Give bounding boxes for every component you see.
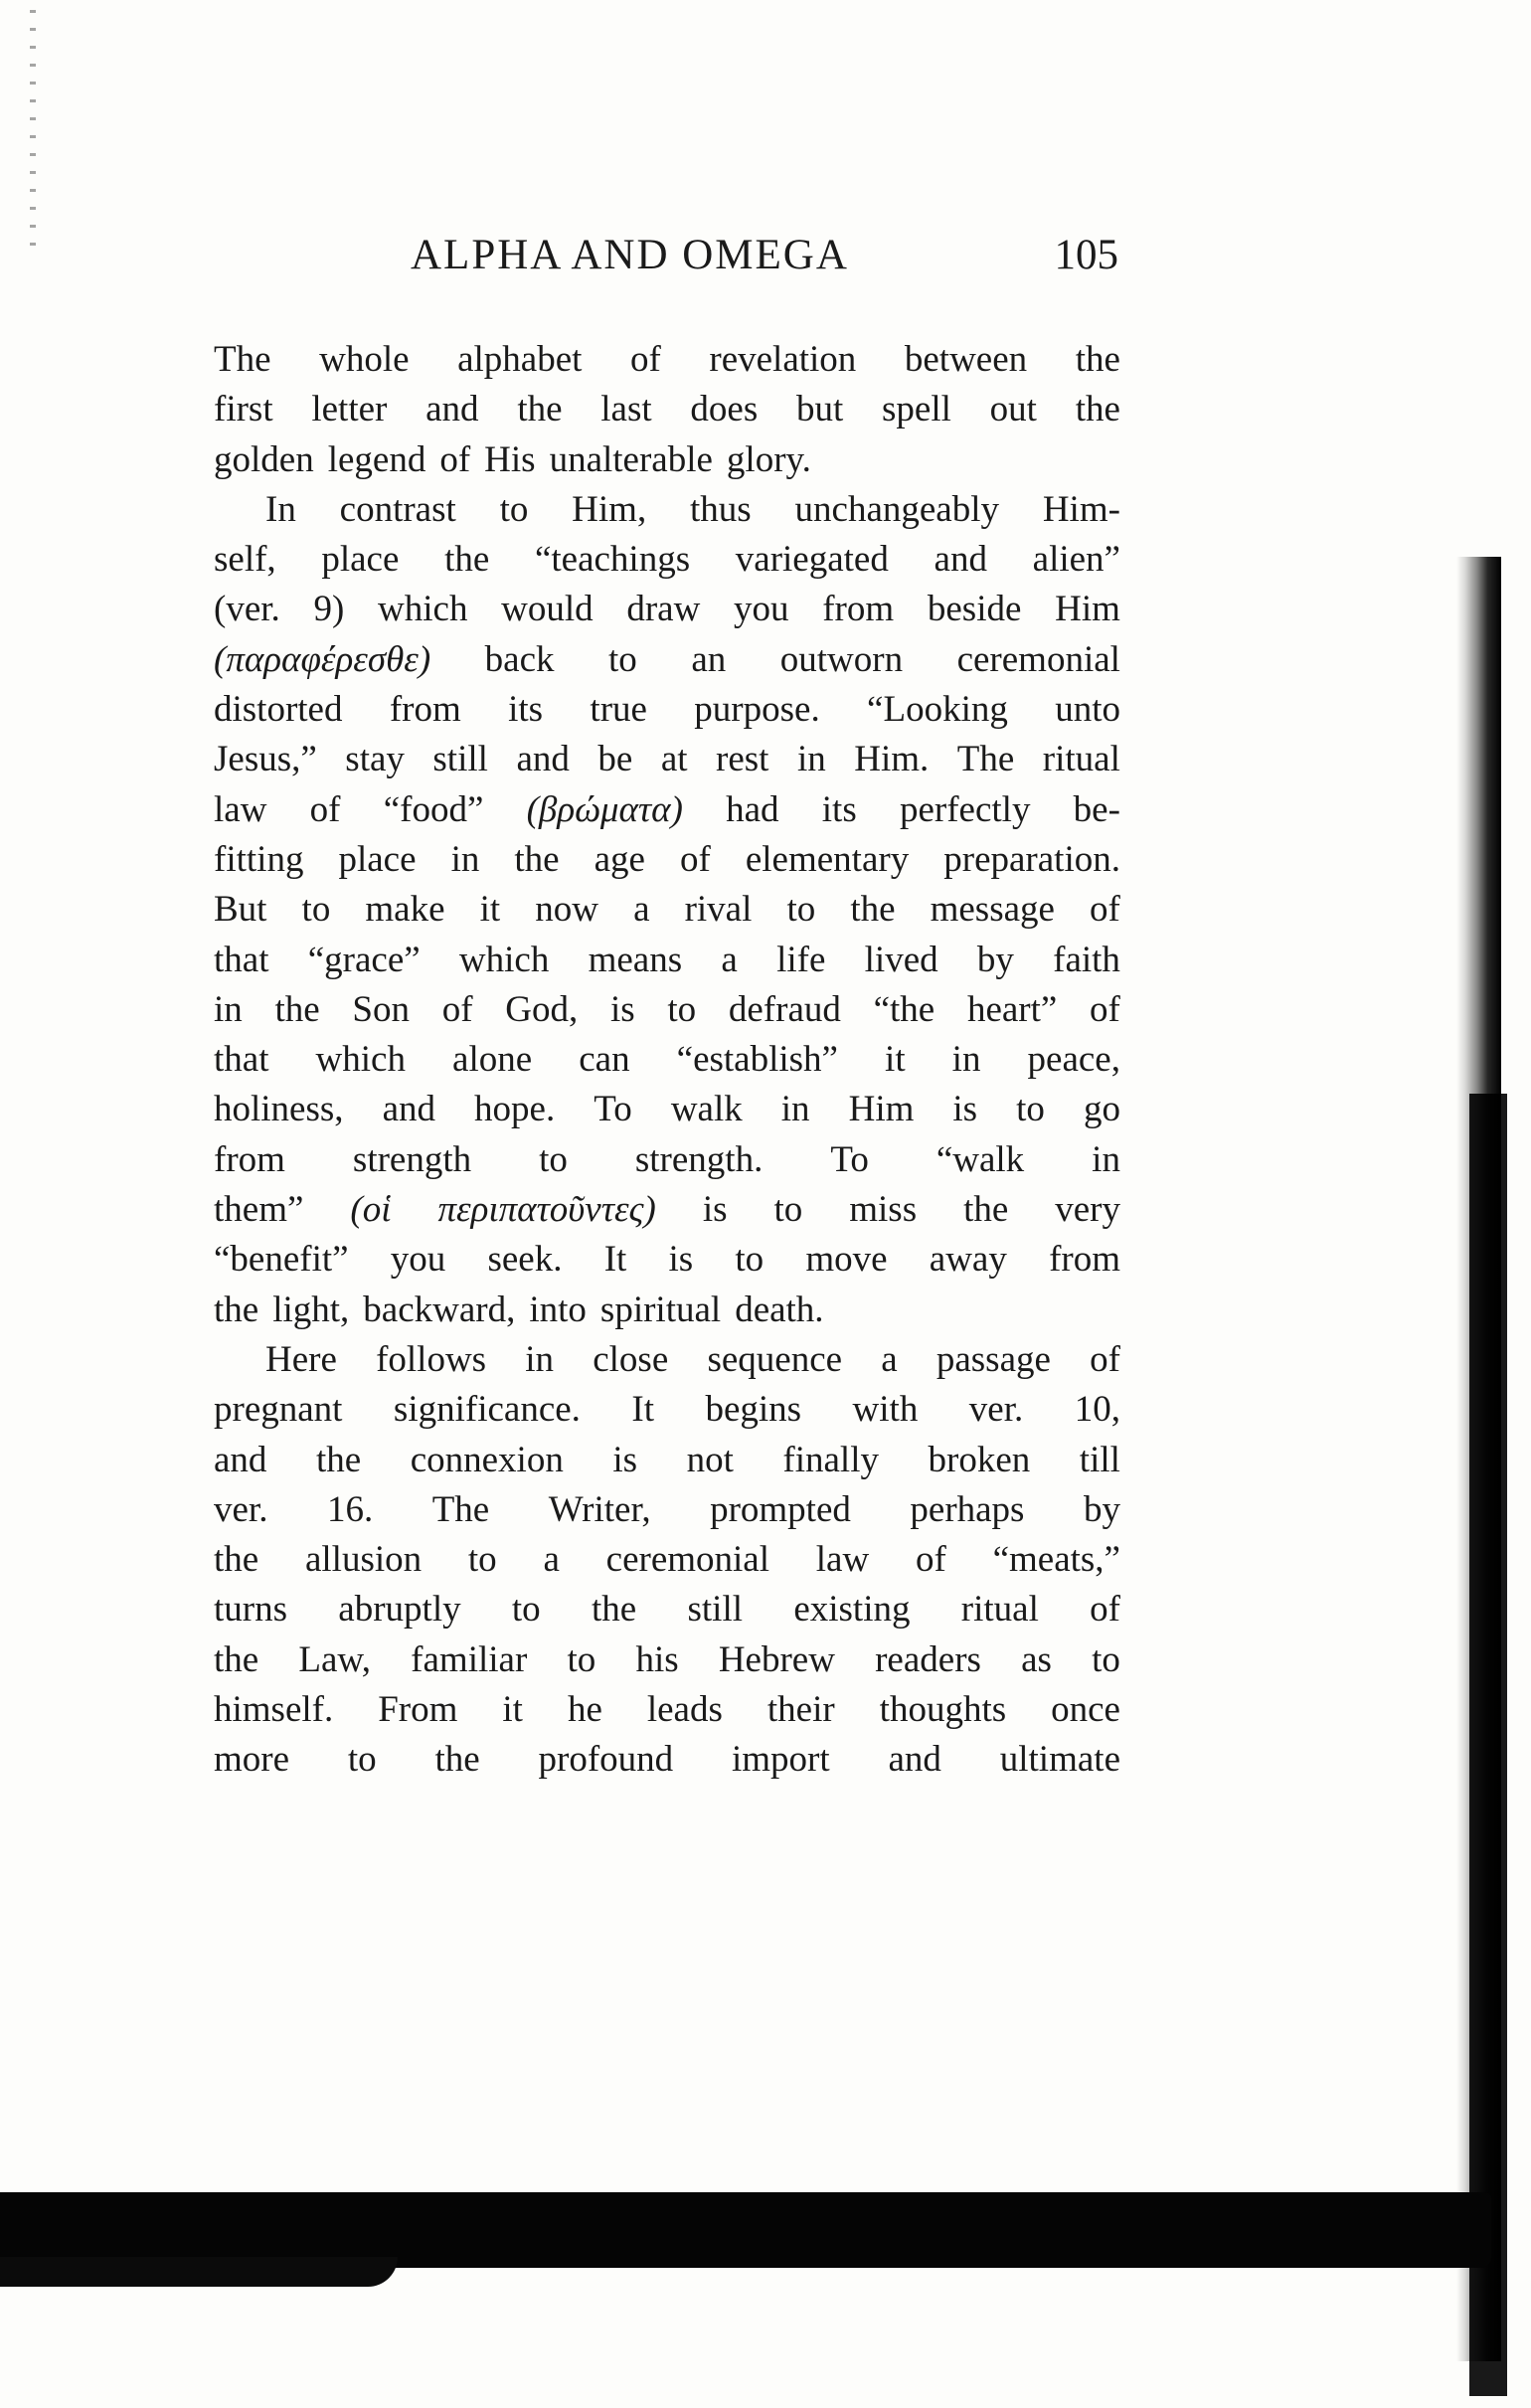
text-line: that “grace” which means a life lived by faith <box>214 939 1120 980</box>
text-line: the allusion to a ceremonial law of “meats,” <box>214 1539 1120 1581</box>
text-line: (παραφέρεσθε) back to an outworn ceremonial <box>214 638 1120 680</box>
text-line: them” (οἱ περιπατοῦντες) is to miss the very <box>214 1189 1120 1231</box>
text-line: in the Son of God, is to defraud “the heart” of <box>214 988 1120 1030</box>
body-text <box>214 335 1120 1786</box>
text-line: distorted from its true purpose. “Looking unto <box>214 689 1120 731</box>
text-line: from strength to strength. To “walk in <box>214 1138 1120 1180</box>
text-line: turns abruptly to the still existing ritual of <box>214 1589 1120 1631</box>
scan-bottom-bar-tail <box>0 2257 398 2287</box>
text-line: and the connexion is not finally broken till <box>214 1439 1120 1480</box>
page-number: 105 <box>1054 232 1118 278</box>
text-line: pregnant significance. It begins with ver. 10, <box>214 1389 1120 1431</box>
text-line: that which alone can “establish” it in peace, <box>214 1039 1120 1081</box>
text-line: first letter and the last does but spell out the <box>214 389 1120 430</box>
text-line: The whole alphabet of revelation between the <box>214 339 1120 380</box>
text-line: self, place the “teachings variegated and alien” <box>214 539 1120 581</box>
scan-specks <box>30 10 36 258</box>
text-line: golden legend of His unalterable glory. <box>214 438 811 480</box>
text-line: himself. From it he leads their thoughts once <box>214 1689 1120 1731</box>
text-line: Here follows in close sequence a passage of <box>265 1338 1120 1380</box>
text-line: holiness, and hope. To walk in Him is to go <box>214 1089 1120 1130</box>
text-line: ver. 16. The Writer, prompted perhaps by <box>214 1488 1120 1530</box>
text-line: In contrast to Him, thus unchangeably Him- <box>265 488 1120 530</box>
text-line: law of “food” (βρώματα) had its perfectly be- <box>214 788 1120 830</box>
text-line: (ver. 9) which would draw you from beside Him <box>214 589 1120 630</box>
running-head <box>411 231 1118 290</box>
text-line: the light, backward, into spiritual death. <box>214 1289 824 1330</box>
text-line: fitting place in the age of elementary preparation. <box>214 838 1120 880</box>
running-title: ALPHA AND OMEGA <box>411 232 849 278</box>
text-line: “benefit” you seek. It is to move away from <box>214 1239 1120 1281</box>
text-line: But to make it now a rival to the message of <box>214 889 1120 931</box>
text-line: the Law, familiar to his Hebrew readers as to <box>214 1638 1120 1680</box>
text-line: more to the profound import and ultimate <box>214 1739 1120 1781</box>
text-line: Jesus,” stay still and be at rest in Him. The ritual <box>214 739 1120 780</box>
